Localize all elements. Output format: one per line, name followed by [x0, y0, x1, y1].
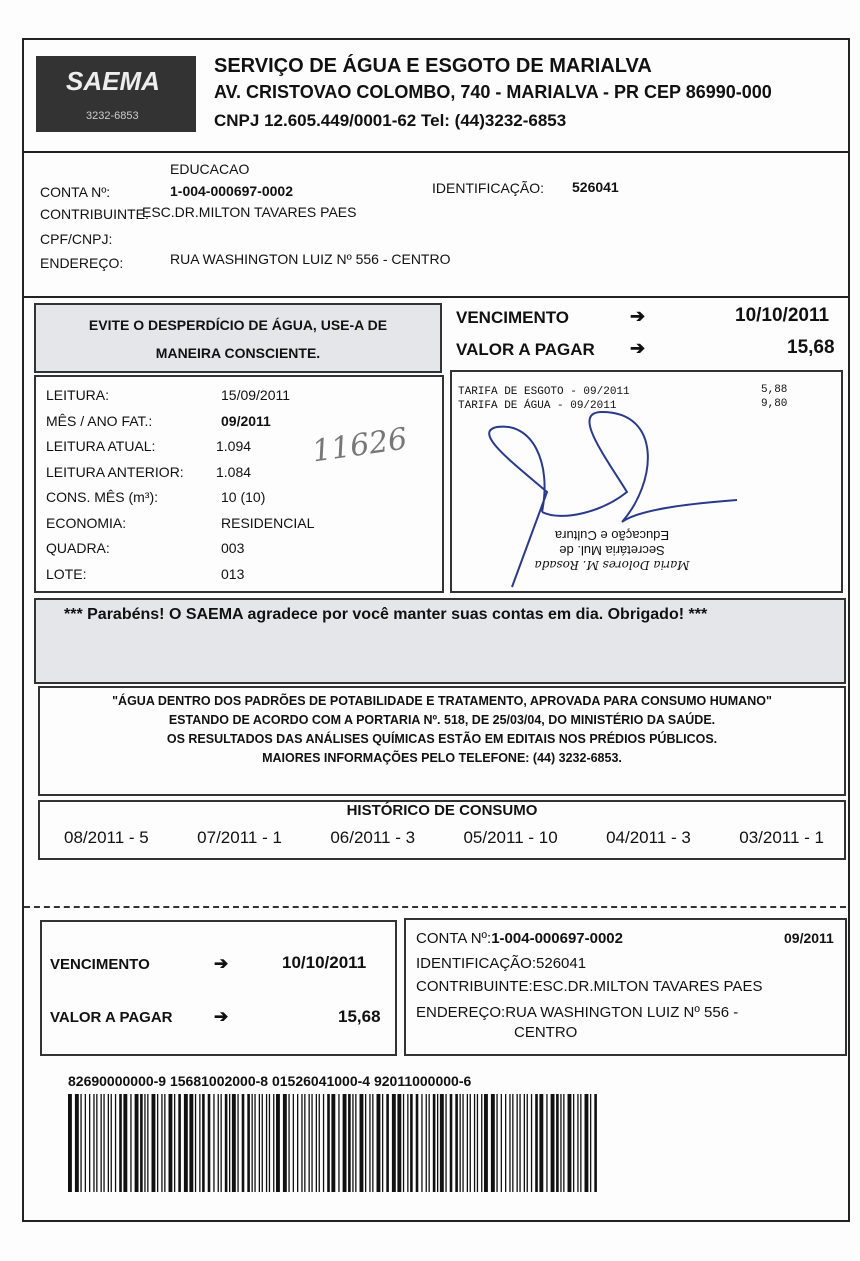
history-item: 04/2011 - 3: [606, 828, 691, 847]
contrib-label: CONTRIBUINTE:: [40, 206, 149, 222]
thanks-message: *** Parabéns! O SAEMA agradece por você manter suas contas em dia. Obrigado! ***: [64, 606, 708, 623]
barcode-bar: [573, 1094, 574, 1192]
barcode-bar: [481, 1094, 482, 1192]
cpf-label: CPF/CNPJ:: [40, 231, 113, 247]
notice-line: MAIORES INFORMAÇÕES PELO TELEFONE: (44) 3232-6853.: [262, 751, 622, 765]
conta-label: CONTA Nº:: [40, 184, 111, 200]
barcode-bar: [237, 1094, 238, 1192]
barcode-bar: [178, 1094, 181, 1192]
stamp-line: Educação e Cultura: [554, 528, 670, 543]
barcode-bar: [152, 1094, 156, 1192]
barcode-bar: [101, 1094, 102, 1192]
barcode-bar: [195, 1094, 196, 1192]
barcode-bar: [85, 1094, 86, 1192]
stub-contrib: [416, 978, 762, 995]
barcode-bar: [301, 1094, 302, 1192]
company-cnpj-phone: CNPJ 12.605.449/0001-62 Tel: (44)3232-6853: [214, 111, 567, 130]
ident-label: IDENTIFICAÇÃO:: [416, 955, 537, 972]
barcode-bar: [259, 1094, 260, 1192]
barcode-bar: [161, 1094, 162, 1192]
barcode-bar: [407, 1094, 408, 1192]
barcode-bar: [266, 1094, 267, 1192]
barcode-bar: [519, 1094, 520, 1192]
amount-label: VALOR A PAGAR: [50, 1009, 173, 1026]
barcode-bar: [429, 1094, 430, 1192]
barcode-bar: [440, 1094, 444, 1192]
history-item: 06/2011 - 3: [330, 828, 416, 847]
barcode-bar: [323, 1094, 324, 1192]
barcode-digits: 82690000000-9 15681002000-8 01526041000-4 92011000000-6: [68, 1073, 472, 1089]
barcode: [68, 1094, 598, 1192]
reading-value: 013: [221, 565, 245, 582]
barcode-bar: [512, 1094, 513, 1192]
reading-label: LEITURA ATUAL:: [46, 438, 156, 454]
reading-label: LOTE:: [46, 565, 87, 582]
barcode-bar: [283, 1094, 287, 1192]
consumption-history: [38, 800, 846, 860]
tariff-label: TARIFA DE ÁGUA - 09/2011: [458, 400, 617, 412]
barcode-bar: [505, 1094, 506, 1192]
reading-value: 15/09/2011: [221, 387, 291, 403]
barcode-bar: [262, 1094, 263, 1192]
amount-label: VALOR A PAGAR: [456, 340, 595, 359]
barcode-bar: [551, 1094, 555, 1192]
due-date-label: VENCIMENTO: [456, 308, 570, 327]
history-item: 08/2011 - 5: [64, 828, 149, 847]
history-item: 05/2011 - 10: [463, 828, 558, 847]
notice-line: "ÁGUA DENTRO DOS PADRÕES DE POTABILIDADE E TRATAMENTO, APROVADA PARA CONSUMO HUMANO": [112, 694, 772, 708]
barcode-bar: [96, 1094, 97, 1192]
barcode-bar: [327, 1094, 330, 1192]
reading-label: CONS. MÊS (m³):: [46, 489, 158, 505]
barcode-bar: [491, 1094, 495, 1192]
barcode-bar: [103, 1094, 104, 1192]
conta-number: 1-004-000697-0002: [491, 930, 623, 947]
barcode-bar: [556, 1094, 559, 1192]
barcode-bar: [108, 1094, 109, 1192]
barcode-bar: [288, 1094, 289, 1192]
reading-label: LEITURA ANTERIOR:: [46, 463, 184, 480]
barcode-bar: [111, 1094, 112, 1192]
barcode-bar: [477, 1094, 478, 1192]
barcode-bar: [352, 1094, 353, 1192]
reading-value: 003: [221, 540, 245, 556]
barcode-bar: [229, 1094, 230, 1192]
barcode-bar: [80, 1094, 81, 1192]
barcode-bar: [372, 1094, 373, 1192]
reading-value: 10 (10): [221, 489, 266, 505]
account-category: EDUCACAO: [170, 161, 250, 177]
barcode-bar: [273, 1094, 274, 1192]
due-date: 10/10/2011: [282, 953, 367, 972]
due-date: 10/10/2011: [735, 305, 830, 326]
reading-value: 1.094: [216, 438, 252, 454]
barcode-bar: [144, 1094, 145, 1192]
history-item: 03/2011 - 1: [739, 828, 824, 847]
barcode-bar: [546, 1094, 547, 1192]
barcode-bar: [577, 1094, 578, 1192]
saema-logo: [36, 56, 196, 132]
reading-label: ECONOMIA:: [46, 514, 127, 531]
logo-text: SAEMA: [66, 66, 160, 96]
barcode-bar: [199, 1094, 200, 1192]
history-item: 07/2011 - 1: [197, 828, 282, 847]
barcode-bar: [416, 1094, 419, 1192]
barcode-bar: [213, 1094, 214, 1192]
barcode-bar: [93, 1094, 94, 1192]
barcode-bar: [392, 1094, 396, 1192]
stub-reference: 09/2011: [784, 930, 834, 946]
barcode-bar: [467, 1094, 468, 1192]
contrib-label: CONTRIBUINTE:: [416, 978, 533, 995]
contrib-value: ESC.DR.MILTON TAVARES PAES: [532, 978, 763, 995]
notice-line: OS RESULTADOS DAS ANÁLISES QUÍMICAS ESTÃO EM EDITAIS NOS PRÉDIOS PÚBLICOS.: [166, 732, 718, 746]
conta-label: CONTA Nº:: [416, 930, 492, 947]
barcode-bar: [470, 1094, 471, 1192]
arrow-icon: ➔: [630, 338, 646, 358]
address-value-cont: CENTRO: [514, 1024, 578, 1041]
barcode-bar: [293, 1094, 294, 1192]
address-value: RUA WASHINGTON LUIZ Nº 556 - CENTRO: [170, 251, 451, 267]
tariff-label: TARIFA DE ESGOTO - 09/2011: [458, 386, 630, 398]
stamp-line: Maria Dolores M. Rosada: [534, 558, 690, 572]
thanks-box: [34, 598, 846, 684]
barcode-bar: [484, 1094, 488, 1192]
barcode-bar: [115, 1094, 116, 1192]
barcode-bar: [68, 1094, 72, 1192]
signature: [452, 372, 845, 595]
barcode-bar: [254, 1094, 255, 1192]
barcode-bar: [157, 1094, 158, 1192]
barcode-bar: [474, 1094, 475, 1192]
barcode-bar: [343, 1094, 347, 1192]
reading-value: RESIDENCIAL: [221, 514, 315, 531]
notice-line: ESTANDO DE ACORDO COM A PORTARIA Nº. 518, DE 25/03/04, DO MINISTÉRIO DA SAÚDE.: [168, 713, 716, 727]
barcode-bar: [123, 1094, 127, 1192]
cut-line: [24, 906, 846, 908]
due-date-label: VENCIMENTO: [50, 956, 150, 973]
stub-ident: [416, 955, 586, 972]
reading-label: LEITURA:: [46, 387, 110, 403]
message-line: MANEIRA CONSCIENTE.: [155, 345, 321, 361]
stub-address: [416, 1004, 738, 1021]
barcode-bar: [539, 1094, 543, 1192]
amount-due: 15,68: [787, 337, 835, 358]
reading-value: 1.084: [216, 463, 252, 480]
barcode-bar: [462, 1094, 463, 1192]
barcode-bar: [580, 1094, 581, 1192]
barcode-bar: [147, 1094, 148, 1192]
ident-label: IDENTIFICAÇÃO:: [432, 180, 545, 196]
barcode-bar: [524, 1094, 525, 1192]
barcode-bar: [594, 1094, 597, 1192]
contrib-value: ESC.DR.MILTON TAVARES PAES: [142, 204, 357, 220]
message-line: EVITE O DESPERDÍCIO DE ÁGUA, USE-A DE: [88, 317, 388, 333]
arrow-icon: ➔: [214, 1007, 229, 1026]
barcode-bar: [501, 1094, 502, 1192]
barcode-bar: [568, 1094, 572, 1192]
conta-number: 1-004-000697-0002: [170, 183, 293, 199]
barcode-bar: [517, 1094, 518, 1192]
barcode-bar: [455, 1094, 458, 1192]
ident-value: 526041: [536, 955, 587, 972]
handwritten-note: 11626: [310, 421, 410, 470]
barcode-bar: [319, 1094, 320, 1192]
barcode-bar: [355, 1094, 356, 1192]
tariff-box: [450, 370, 843, 593]
barcode-bar: [164, 1094, 165, 1192]
barcode-bar: [426, 1094, 427, 1192]
barcode-bar: [433, 1094, 436, 1192]
stub-account-box: [404, 918, 847, 1056]
barcode-bar: [397, 1094, 401, 1192]
divider: [22, 296, 848, 298]
tariff-value: 9,80: [761, 398, 788, 410]
barcode-bar: [276, 1094, 280, 1192]
address-label: ENDEREÇO:: [416, 1004, 506, 1021]
barcode-bar: [189, 1094, 193, 1192]
reading-value: 09/2011: [221, 412, 271, 429]
barcode-bar: [460, 1094, 461, 1192]
barcode-bar: [535, 1094, 538, 1192]
stub-conta: [416, 930, 623, 947]
stamp-line: Secretária Mul. de: [559, 543, 665, 558]
arrow-icon: ➔: [630, 306, 646, 326]
barcode-bar: [531, 1094, 532, 1192]
barcode-bar: [377, 1094, 381, 1192]
tariff-value: 5,88: [761, 384, 788, 396]
reading-label: MÊS / ANO FAT.:: [46, 412, 153, 429]
barcode-bar: [410, 1094, 413, 1192]
barcode-bar: [242, 1094, 245, 1192]
barcode-bar: [184, 1094, 188, 1192]
amount-due: 15,68: [338, 1007, 381, 1026]
barcode-bar: [311, 1094, 312, 1192]
barcode-bar: [247, 1094, 250, 1192]
barcode-bar: [496, 1094, 497, 1192]
message-box: [34, 303, 442, 373]
barcode-bar: [174, 1094, 175, 1192]
address-label: ENDEREÇO:: [40, 255, 124, 271]
barcode-bar: [252, 1094, 253, 1192]
barcode-bar: [563, 1094, 564, 1192]
barcode-bar: [450, 1094, 453, 1192]
ident-value: 526041: [572, 179, 619, 195]
barcode-bar: [382, 1094, 383, 1192]
address-value: RUA WASHINGTON LUIZ Nº 556 -: [505, 1004, 739, 1021]
barcode-bar: [135, 1094, 139, 1192]
barcode-bar: [218, 1094, 219, 1192]
barcode-bar: [75, 1094, 79, 1192]
reading-label: QUADRA:: [46, 540, 110, 556]
barcode-bar: [369, 1094, 370, 1192]
barcode-bar: [421, 1094, 422, 1192]
barcode-bar: [560, 1094, 561, 1192]
arrow-icon: ➔: [214, 954, 229, 973]
divider: [22, 151, 848, 153]
barcode-bar: [445, 1094, 446, 1192]
stub-due-box: [40, 920, 397, 1056]
barcode-bar: [386, 1094, 389, 1192]
logo-phone: 3232-6853: [86, 110, 139, 122]
barcode-bar: [316, 1094, 317, 1192]
barcode-bar: [348, 1094, 351, 1192]
barcode-bar: [119, 1094, 122, 1192]
barcode-bar: [208, 1094, 211, 1192]
barcode-bar: [202, 1094, 205, 1192]
barcode-bar: [89, 1094, 90, 1192]
barcode-bar: [304, 1094, 305, 1192]
barcode-bar: [365, 1094, 366, 1192]
barcode-bar: [509, 1094, 510, 1192]
barcode-bar: [130, 1094, 131, 1192]
history-title: HISTÓRICO DE CONSUMO: [346, 802, 538, 819]
barcode-bar: [309, 1094, 310, 1192]
company-address: AV. CRISTOVAO COLOMBO, 740 - MARIALVA - PR CEP 86990-000: [214, 82, 772, 102]
barcode-bar: [232, 1094, 236, 1192]
barcode-bar: [169, 1094, 173, 1192]
barcode-bar: [221, 1094, 222, 1192]
barcode-bar: [527, 1094, 528, 1192]
barcode-bar: [590, 1094, 591, 1192]
barcode-bar: [437, 1094, 438, 1192]
barcode-bar: [331, 1094, 335, 1192]
barcode-bar: [225, 1094, 228, 1192]
barcode-bar: [297, 1094, 298, 1192]
potability-notice: [38, 686, 846, 796]
barcode-bar: [269, 1094, 270, 1192]
barcode-bar: [360, 1094, 364, 1192]
reading-box: [34, 375, 444, 593]
barcode-bar: [585, 1094, 589, 1192]
barcode-bar: [140, 1094, 143, 1192]
barcode-bar: [338, 1094, 339, 1192]
barcode-bar: [403, 1094, 404, 1192]
company-name: SERVIÇO DE ÁGUA E ESGOTO DE MARIALVA: [214, 55, 652, 77]
